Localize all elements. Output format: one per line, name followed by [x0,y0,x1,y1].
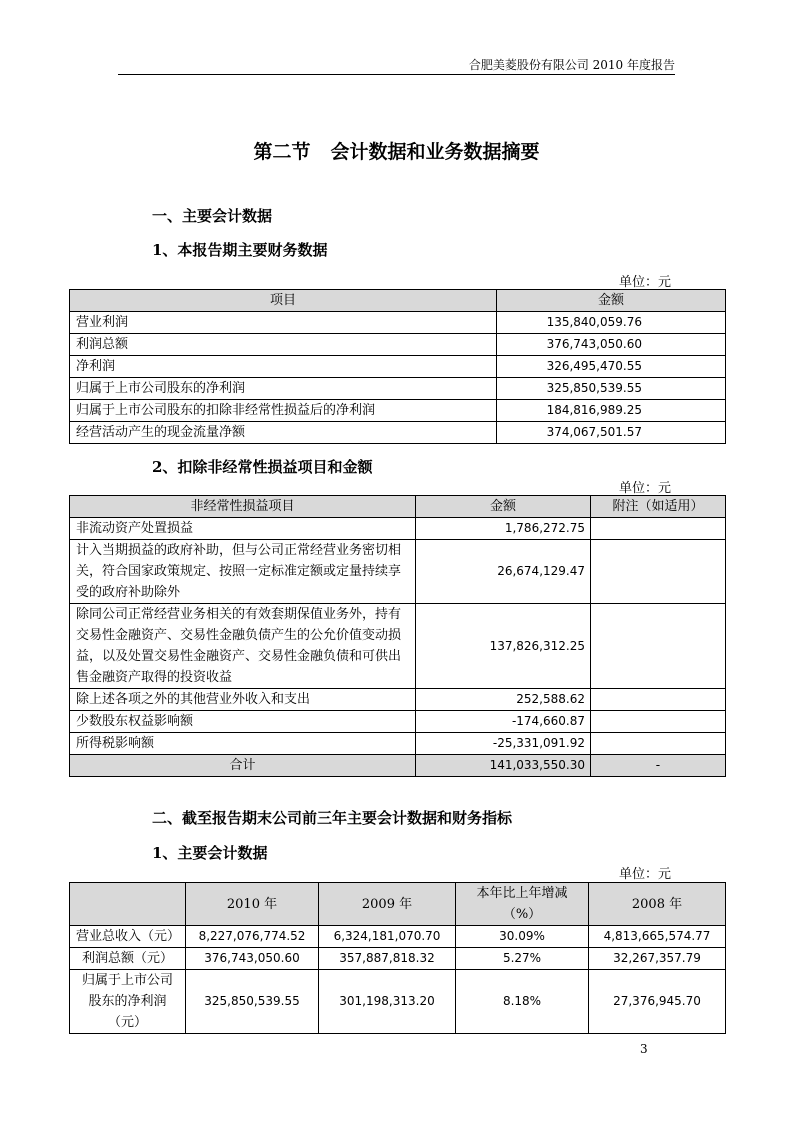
column-header: 本年比上年增减（%） [456,883,589,926]
title-text: 会计数据和业务数据摘要 [330,141,540,163]
column-header: 项目 [70,290,497,312]
table-header-row [70,883,726,926]
value-2009: 301,198,313.20 [319,970,456,1034]
financial-data-table [69,289,726,444]
row-label: 经营活动产生的现金流量净额 [70,422,497,444]
table-row [70,948,726,970]
table-row [70,312,726,334]
row-amount: 325,850,539.55 [497,378,726,400]
column-header: 金额 [497,290,726,312]
total-row [70,755,726,777]
value-2009: 357,887,818.32 [319,948,456,970]
sub2-unit: 单位：元 [619,481,672,496]
value-change: 8.18% [456,970,589,1034]
column-header [70,883,186,926]
table-row [70,970,726,1034]
row-label: 所得税影响额 [70,733,416,755]
table-row [70,378,726,400]
sub3-unit: 单位：元 [619,867,672,882]
row-note [591,518,726,540]
column-header: 2010 年 [186,883,319,926]
row-label: 利润总额（元） [70,948,186,970]
row-label: 营业总收入（元） [70,926,186,948]
title-chapter: 第二节 [253,141,311,163]
row-label: 净利润 [70,356,497,378]
value-2009: 6,324,181,070.70 [319,926,456,948]
value-2008: 4,813,665,574.77 [589,926,726,948]
row-amount: 1,786,272.75 [416,518,591,540]
page-header: 合肥美菱股份有限公司 2010 年度报告 [468,58,675,72]
column-header: 2009 年 [319,883,456,926]
row-label: 利润总额 [70,334,497,356]
value-change: 30.09% [456,926,589,948]
column-header: 非经常性损益项目 [70,496,416,518]
three-year-data-table [69,882,726,1034]
row-label: 少数股东权益影响额 [70,711,416,733]
row-note [591,540,726,604]
column-header: 2008 年 [589,883,726,926]
value-2008: 27,376,945.70 [589,970,726,1034]
table-row [70,422,726,444]
table-header-row [70,290,726,312]
row-amount: 326,495,470.55 [497,356,726,378]
section2-heading: 二、截至报告期末公司前三年主要会计数据和财务指标 [152,809,513,827]
row-note [591,604,726,689]
table-row [70,356,726,378]
row-label: 归属于上市公司股东的净利润（元） [70,970,186,1034]
row-amount: 252,588.62 [416,689,591,711]
sub1-heading: 1、本报告期主要财务数据 [152,241,328,259]
table-header-row [70,496,726,518]
row-label: 除同公司正常经营业务相关的有效套期保值业务外，持有交易性金融资产、交易性金融负债产生的公允价值变动损益，以及处置交易性金融资产、交易性金融负债和可供出售金融资产取得的投资收益 [70,604,416,689]
row-amount: 137,826,312.25 [416,604,591,689]
header-rule [118,74,675,75]
row-label: 除上述各项之外的其他营业外收入和支出 [70,689,416,711]
table-row [70,926,726,948]
row-note [591,711,726,733]
row-amount: -25,331,091.92 [416,733,591,755]
total-note: - [591,755,726,777]
table-row [70,400,726,422]
row-label: 计入当期损益的政府补助，但与公司正常经营业务密切相关，符合国家政策规定、按照一定标准定额或定量持续享受的政府补助除外 [70,540,416,604]
value-2010: 325,850,539.55 [186,970,319,1034]
table-row [70,540,726,604]
row-amount: 135,840,059.76 [497,312,726,334]
row-note [591,733,726,755]
non-recurring-items-table [69,495,726,777]
row-amount: 376,743,050.60 [497,334,726,356]
row-label: 营业利润 [70,312,497,334]
row-amount: 374,067,501.57 [497,422,726,444]
row-amount: 26,674,129.47 [416,540,591,604]
row-note [591,689,726,711]
row-label: 非流动资产处置损益 [70,518,416,540]
table-row [70,689,726,711]
row-amount: -174,660.87 [416,711,591,733]
page-number: 3 [640,1042,648,1056]
section-title [0,137,793,164]
row-label: 归属于上市公司股东的净利润 [70,378,497,400]
column-header: 金额 [416,496,591,518]
row-amount: 184,816,989.25 [497,400,726,422]
sub2-heading: 2、扣除非经常性损益项目和金额 [152,458,373,476]
value-2010: 376,743,050.60 [186,948,319,970]
column-header: 附注（如适用） [591,496,726,518]
total-amount: 141,033,550.30 [416,755,591,777]
sub1-unit: 单位：元 [619,275,672,290]
total-label: 合计 [70,755,416,777]
value-2008: 32,267,357.79 [589,948,726,970]
section1-heading: 一、主要会计数据 [152,207,273,225]
sub3-heading: 1、主要会计数据 [152,844,268,862]
table-row [70,604,726,689]
table-row [70,733,726,755]
row-label: 归属于上市公司股东的扣除非经常性损益后的净利润 [70,400,497,422]
table-row [70,711,726,733]
value-2010: 8,227,076,774.52 [186,926,319,948]
table-row [70,518,726,540]
table-row [70,334,726,356]
value-change: 5.27% [456,948,589,970]
